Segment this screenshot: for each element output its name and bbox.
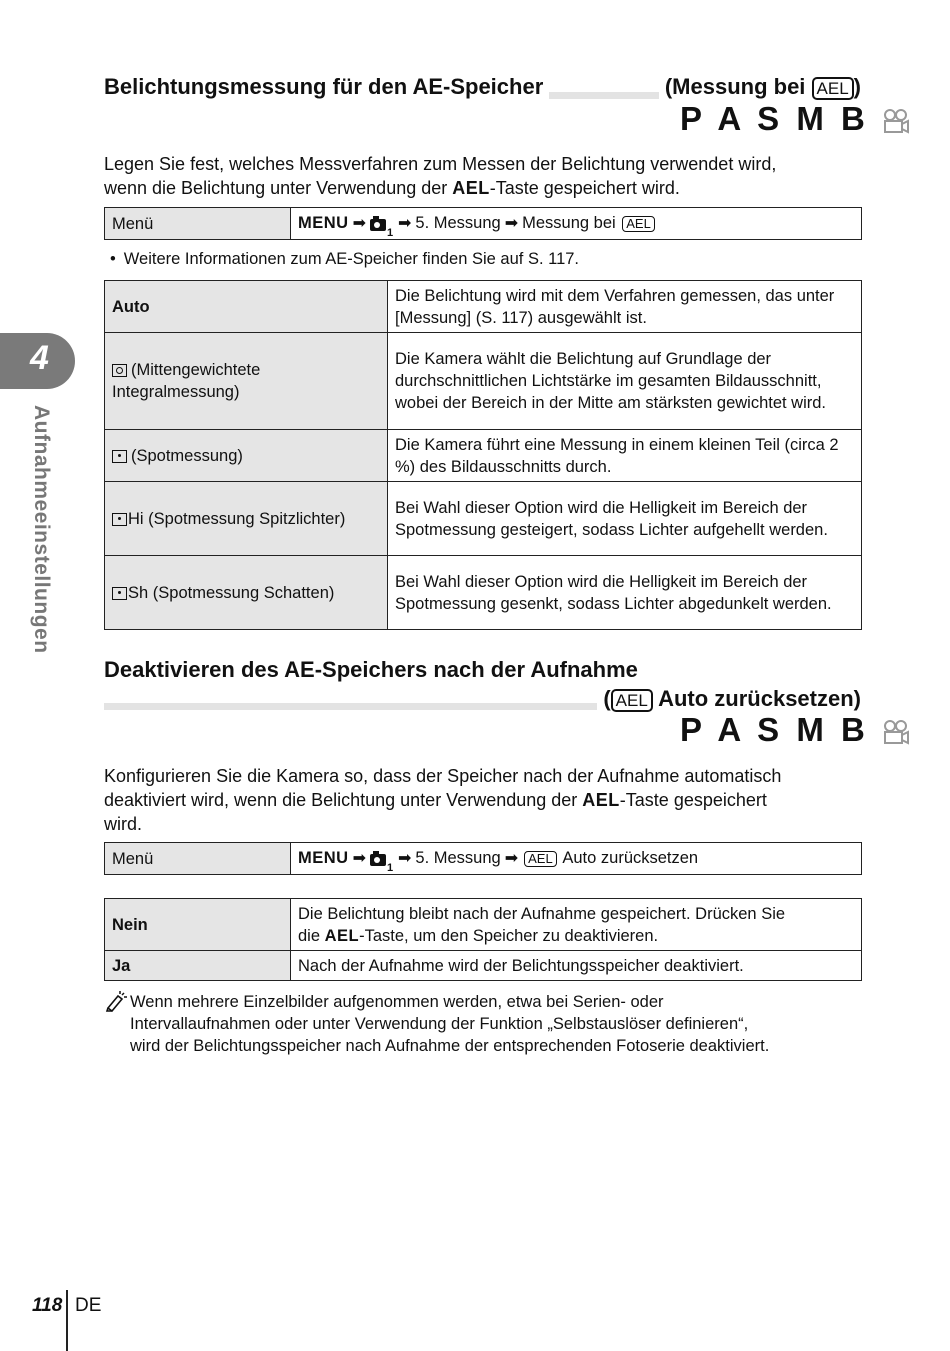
option-label: (Spotmessung) (105, 430, 388, 482)
option-desc: Die Belichtung wird mit dem Verfahren gemessen, das unter [Messung] (S. 117) ausgewählt ist. (388, 281, 862, 333)
spot-metering-icon (112, 450, 127, 463)
page-number: 118 (32, 1295, 63, 1316)
ael-button-icon: AEL (611, 689, 653, 712)
arrow-right-icon: ➡ (352, 215, 366, 232)
chapter-number: 4 (30, 339, 49, 377)
section-1-intro (104, 152, 864, 200)
menu-path: MENU ➡ 1 ➡ 5. Messung ➡ AEL Auto zurücksetzen (291, 843, 862, 875)
movie-icon (882, 108, 910, 134)
option-label: Sh (Spotmessung Schatten) (105, 556, 388, 630)
intro-line: Legen Sie fest, welches Messverfahren zum Messen der Belichtung verwendet wird, (104, 154, 777, 174)
camera-menu-icon: 1 (370, 851, 394, 867)
option-desc: Bei Wahl dieser Option wird die Helligkeit im Bereich der Spotmessung gesenkt, sodass Lichter abgedunkelt werden. (388, 556, 862, 630)
arrow-right-icon: ➡ (352, 850, 366, 867)
option-desc: Nach der Aufnahme wird der Belichtungsspeicher deaktiviert. (291, 951, 862, 981)
arrow-right-icon: ➡ (504, 850, 519, 867)
intro-line: Konfigurieren Sie die Kamera so, dass der Speicher nach der Aufnahme automatisch (104, 766, 782, 786)
section-1-title-right (659, 74, 861, 100)
center-weighted-icon (112, 364, 127, 377)
intro-line: deaktiviert wird, wenn die Belichtung unter Verwendung der AEL-Taste gespeichert (104, 790, 767, 810)
arrow-right-icon: ➡ (504, 215, 519, 232)
tip-line: Intervallaufnahmen oder unter Verwendung der Funktion „Selbstauslöser definieren“, (130, 1015, 749, 1033)
option-label: Hi (Spotmessung Spitzlichter) (105, 482, 388, 556)
section-1-note: • Weitere Informationen zum AE-Speicher finden Sie auf S. 117. (110, 250, 580, 268)
table-row (105, 951, 862, 981)
tip-line: Wenn mehrere Einzelbilder aufgenommen werden, etwa bei Serien- oder (130, 993, 664, 1011)
mode-letters: P A S M B (680, 711, 869, 748)
chapter-tab (0, 333, 75, 389)
section-2-intro (104, 764, 864, 836)
option-label: Auto (105, 281, 388, 333)
ael-button-icon: AEL (812, 77, 854, 100)
language-code: DE (75, 1295, 102, 1316)
title-right-text: (Messung bei (664, 74, 812, 99)
intro-line: wird. (104, 814, 143, 834)
option-desc: Bei Wahl dieser Option wird die Helligkeit im Bereich der Spotmessung gesteigert, sodass Lichter aufgehellt werden. (388, 482, 862, 556)
section-1-modes (680, 100, 910, 138)
spot-metering-icon (112, 513, 127, 526)
section-1-options-table (104, 280, 862, 630)
table-row (105, 430, 862, 482)
ael-button-icon: AEL (622, 216, 655, 232)
arrow-right-icon: ➡ (398, 850, 412, 867)
ael-button-icon: AEL (524, 851, 557, 867)
movie-icon (882, 719, 910, 745)
section-2-modes (680, 711, 910, 749)
footer-divider (66, 1290, 68, 1351)
option-label: Nein (105, 899, 291, 951)
section-2-title: Deaktivieren des AE-Speichers nach der Aufnahme (104, 657, 638, 682)
section-1-menu-path (104, 207, 862, 240)
menu-label: Menü (105, 208, 291, 240)
table-row (105, 899, 862, 951)
option-label: Ja (105, 951, 291, 981)
tip-pencil-icon (104, 990, 128, 1012)
spot-metering-icon (112, 587, 127, 600)
camera-menu-icon: 1 (370, 216, 394, 232)
section-2-title-right: ( AEL Auto zurücksetzen) (597, 686, 861, 712)
title-right-close: ) (853, 74, 861, 99)
intro-line: wenn die Belichtung unter Verwendung der AEL-Taste gespeichert wird. (104, 178, 680, 198)
section-1-title: Belichtungsmessung für den AE-Speicher (104, 74, 549, 100)
option-desc: Die Belichtung bleibt nach der Aufnahme gespeichert. Drücken Sie die AEL-Taste, um den Speicher zu deaktivieren. (291, 899, 862, 951)
option-label: (Mittengewichtete Integralmessung) (105, 333, 388, 430)
bullet-icon: • (110, 250, 116, 268)
mode-letters: P A S M B (680, 100, 869, 137)
section-2-options-table (104, 898, 862, 981)
section-2-tip (130, 991, 769, 1057)
tip-line: wird der Belichtungsspeicher nach Aufnahme der entsprechenden Fotoserie deaktiviert. (130, 1037, 770, 1055)
menu-path: MENU ➡ 1 ➡ 5. Messung ➡ Messung bei AEL (291, 208, 862, 240)
option-desc: Die Kamera führt eine Messung in einem kleinen Teil (circa 2 %) des Bildausschnitts durch. (388, 430, 862, 482)
menu-label: Menü (105, 843, 291, 875)
table-row (105, 281, 862, 333)
table-row (105, 482, 862, 556)
table-row (105, 333, 862, 430)
chapter-title: Aufnahmeeinstellungen (30, 405, 53, 654)
arrow-right-icon: ➡ (398, 215, 412, 232)
table-row (105, 556, 862, 630)
option-desc: Die Kamera wählt die Belichtung auf Grundlage der durchschnittlichen Lichtstärke im gesamten Bildausschnitt, wobei der Bereich in der Mitte am stärksten gewichtet wird. (388, 333, 862, 430)
section-2-menu-path (104, 842, 862, 875)
